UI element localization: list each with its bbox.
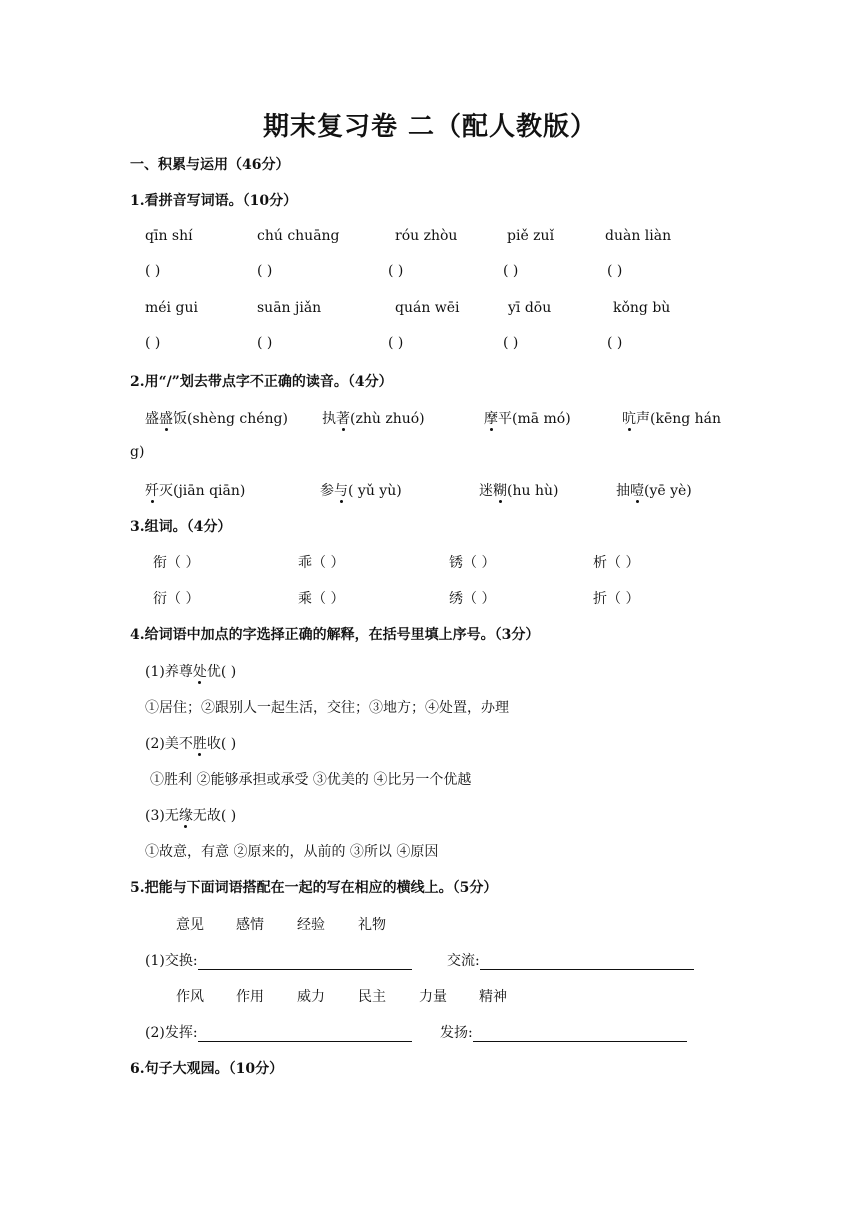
pinyin-3: róu zhòu [395,228,458,244]
reading-item: 参与( yǔ yù) [320,483,402,499]
word-group-item[interactable]: 折（ ） [593,591,640,607]
answer-line[interactable] [198,955,412,970]
answer-bracket[interactable]: ( ) [388,335,404,351]
dotted-char: 噎 [630,483,644,499]
word-group-item[interactable]: 乖（ ） [298,555,345,571]
dotted-char: 缘 [178,808,193,824]
fill-line-row: 发扬: [440,1022,687,1042]
pinyin-8: quán wēi [395,300,460,316]
word-bank: 感情 [236,917,264,933]
word-group-item[interactable]: 衔（ ） [153,555,200,571]
sub-question[interactable]: (3)无缘无故( ) [145,808,237,824]
pinyin-7: suān jiǎn [257,300,322,316]
answer-line[interactable] [480,955,694,970]
reading-item: 迷糊(hu hù) [479,483,559,499]
dotted-char: 盛 [159,411,173,427]
answer-bracket[interactable]: ( ) [503,335,519,351]
word-group-item[interactable]: 衍（ ） [153,591,200,607]
answer-bracket[interactable]: ( ) [257,263,273,279]
options-text: ①居住；②跟别人一起生活，交往；③地方；④处置，办理 [145,700,509,716]
pinyin-5: duàn liàn [605,228,672,244]
word-bank: 作用 [236,989,264,1005]
pinyin-4: piě zuǐ [507,228,555,244]
reading-item-wrap: g) [130,444,145,460]
word-bank: 威力 [297,989,325,1005]
dotted-char: 糊 [493,483,507,499]
answer-bracket[interactable]: ( ) [145,263,161,279]
reading-item: 摩平(mā mó) [484,411,571,427]
pinyin-2: chú chuāng [257,228,340,244]
answer-bracket[interactable]: ( ) [503,263,519,279]
section-heading: 一、积累与运用（46分） [130,157,290,173]
page-title: 期末复习卷 二（配人教版） [262,112,598,142]
pinyin-6: méi gui [145,300,198,316]
word-bank: 意见 [176,917,204,933]
dotted-char: 吭 [622,411,636,427]
question-4-heading: 4.给词语中加点的字选择正确的解释，在括号里填上序号。（3分） [130,627,540,643]
answer-line[interactable] [198,1027,412,1042]
pinyin-10: kǒng bù [613,300,671,316]
word-bank: 作风 [176,989,204,1005]
sub-question[interactable]: (1)养尊处优( ) [145,664,237,680]
reading-item: 执著(zhù zhuó) [322,411,425,427]
word-bank: 精神 [479,989,507,1005]
dotted-char: 歼 [145,483,159,499]
reading-item: 抽噎(yē yè) [616,483,692,499]
question-1-heading: 1.看拼音写词语。（10分） [130,193,298,209]
answer-bracket[interactable]: ( ) [607,263,623,279]
question-3-heading: 3.组词。（4分） [130,519,232,535]
pinyin-9: yī dōu [508,300,552,316]
dotted-char: 与 [334,483,348,499]
dotted-char: 著 [336,411,350,427]
pinyin-1: qīn shí [145,228,193,244]
fill-line-row: 交流: [447,950,694,970]
word-bank: 礼物 [358,917,386,933]
fill-line-row: (2)发挥: [145,1022,412,1042]
answer-bracket[interactable]: ( ) [257,335,273,351]
answer-bracket[interactable]: ( ) [607,335,623,351]
fill-line-row: (1)交换: [145,950,412,970]
word-group-item[interactable]: 乘（ ） [298,591,345,607]
dotted-char: 摩 [484,411,498,427]
word-bank: 经验 [297,917,325,933]
sub-question[interactable]: (2)美不胜收( ) [145,736,237,752]
question-2-heading: 2.用“/”划去带点字不正确的读音。（4分） [130,374,393,390]
dotted-char: 处 [192,664,207,680]
reading-item: 歼灭(jiān qiān) [145,483,246,499]
answer-bracket[interactable]: ( ) [388,263,404,279]
options-text: ①胜利 ②能够承担或承受 ③优美的 ④比另一个优越 [150,772,472,788]
word-group-item[interactable]: 绣（ ） [449,591,496,607]
question-6-heading: 6.句子大观园。（10分） [130,1061,284,1077]
dotted-char: 胜 [192,736,207,752]
word-group-item[interactable]: 析（ ） [593,555,640,571]
reading-item: 盛盛饭(shèng chéng) [145,411,288,427]
reading-item: 吭声(kēng hán [622,411,722,427]
question-5-heading: 5.把能与下面词语搭配在一起的写在相应的横线上。（5分） [130,880,498,896]
word-bank: 力量 [419,989,447,1005]
word-group-item[interactable]: 锈（ ） [449,555,496,571]
word-bank: 民主 [358,989,386,1005]
options-text: ①故意，有意 ②原来的，从前的 ③所以 ④原因 [145,844,439,860]
answer-line[interactable] [473,1027,687,1042]
answer-bracket[interactable]: ( ) [145,335,161,351]
